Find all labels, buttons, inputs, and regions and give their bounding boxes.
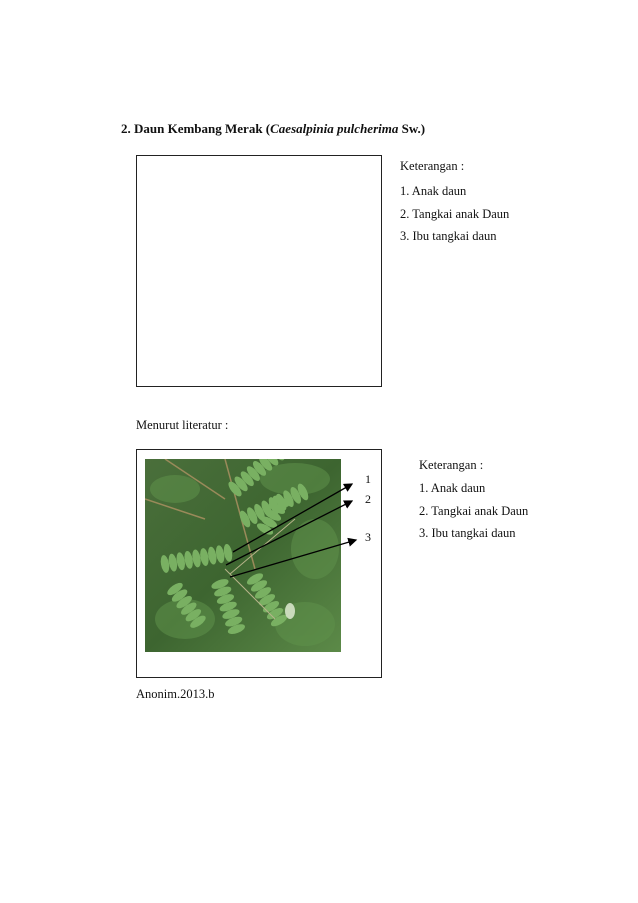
leaf-photo [145,459,341,652]
top-legend-item-1: 1. Anak daun [400,184,467,198]
source-citation: Anonim.2013.b [136,687,215,701]
leaf-illustration [145,459,341,652]
photo-label-2: 2 [365,492,371,506]
heading-suffix: Sw.) [398,121,426,136]
top-legend-item-2: 2. Tangkai anak Daun [400,207,510,221]
bottom-legend-item-1: 1. Anak daun [419,481,486,495]
top-legend-item-3: 3. Ibu tangkai daun [400,229,497,243]
bottom-legend-item-2: 2. Tangkai anak Daun [419,504,529,518]
heading-latin-name: Caesalpinia pulcherima [270,121,399,136]
photo-label-1: 1 [365,472,371,486]
top-legend-title: Keterangan : [400,159,465,173]
empty-drawing-box [136,155,382,387]
heading-prefix: 2. Daun Kembang Merak ( [121,121,271,136]
bottom-legend-title: Keterangan : [419,458,484,472]
bottom-legend-item-3: 3. Ibu tangkai daun [419,526,516,540]
section-heading [121,121,425,137]
literature-label: Menurut literatur : [136,418,229,432]
photo-label-3: 3 [365,530,371,544]
